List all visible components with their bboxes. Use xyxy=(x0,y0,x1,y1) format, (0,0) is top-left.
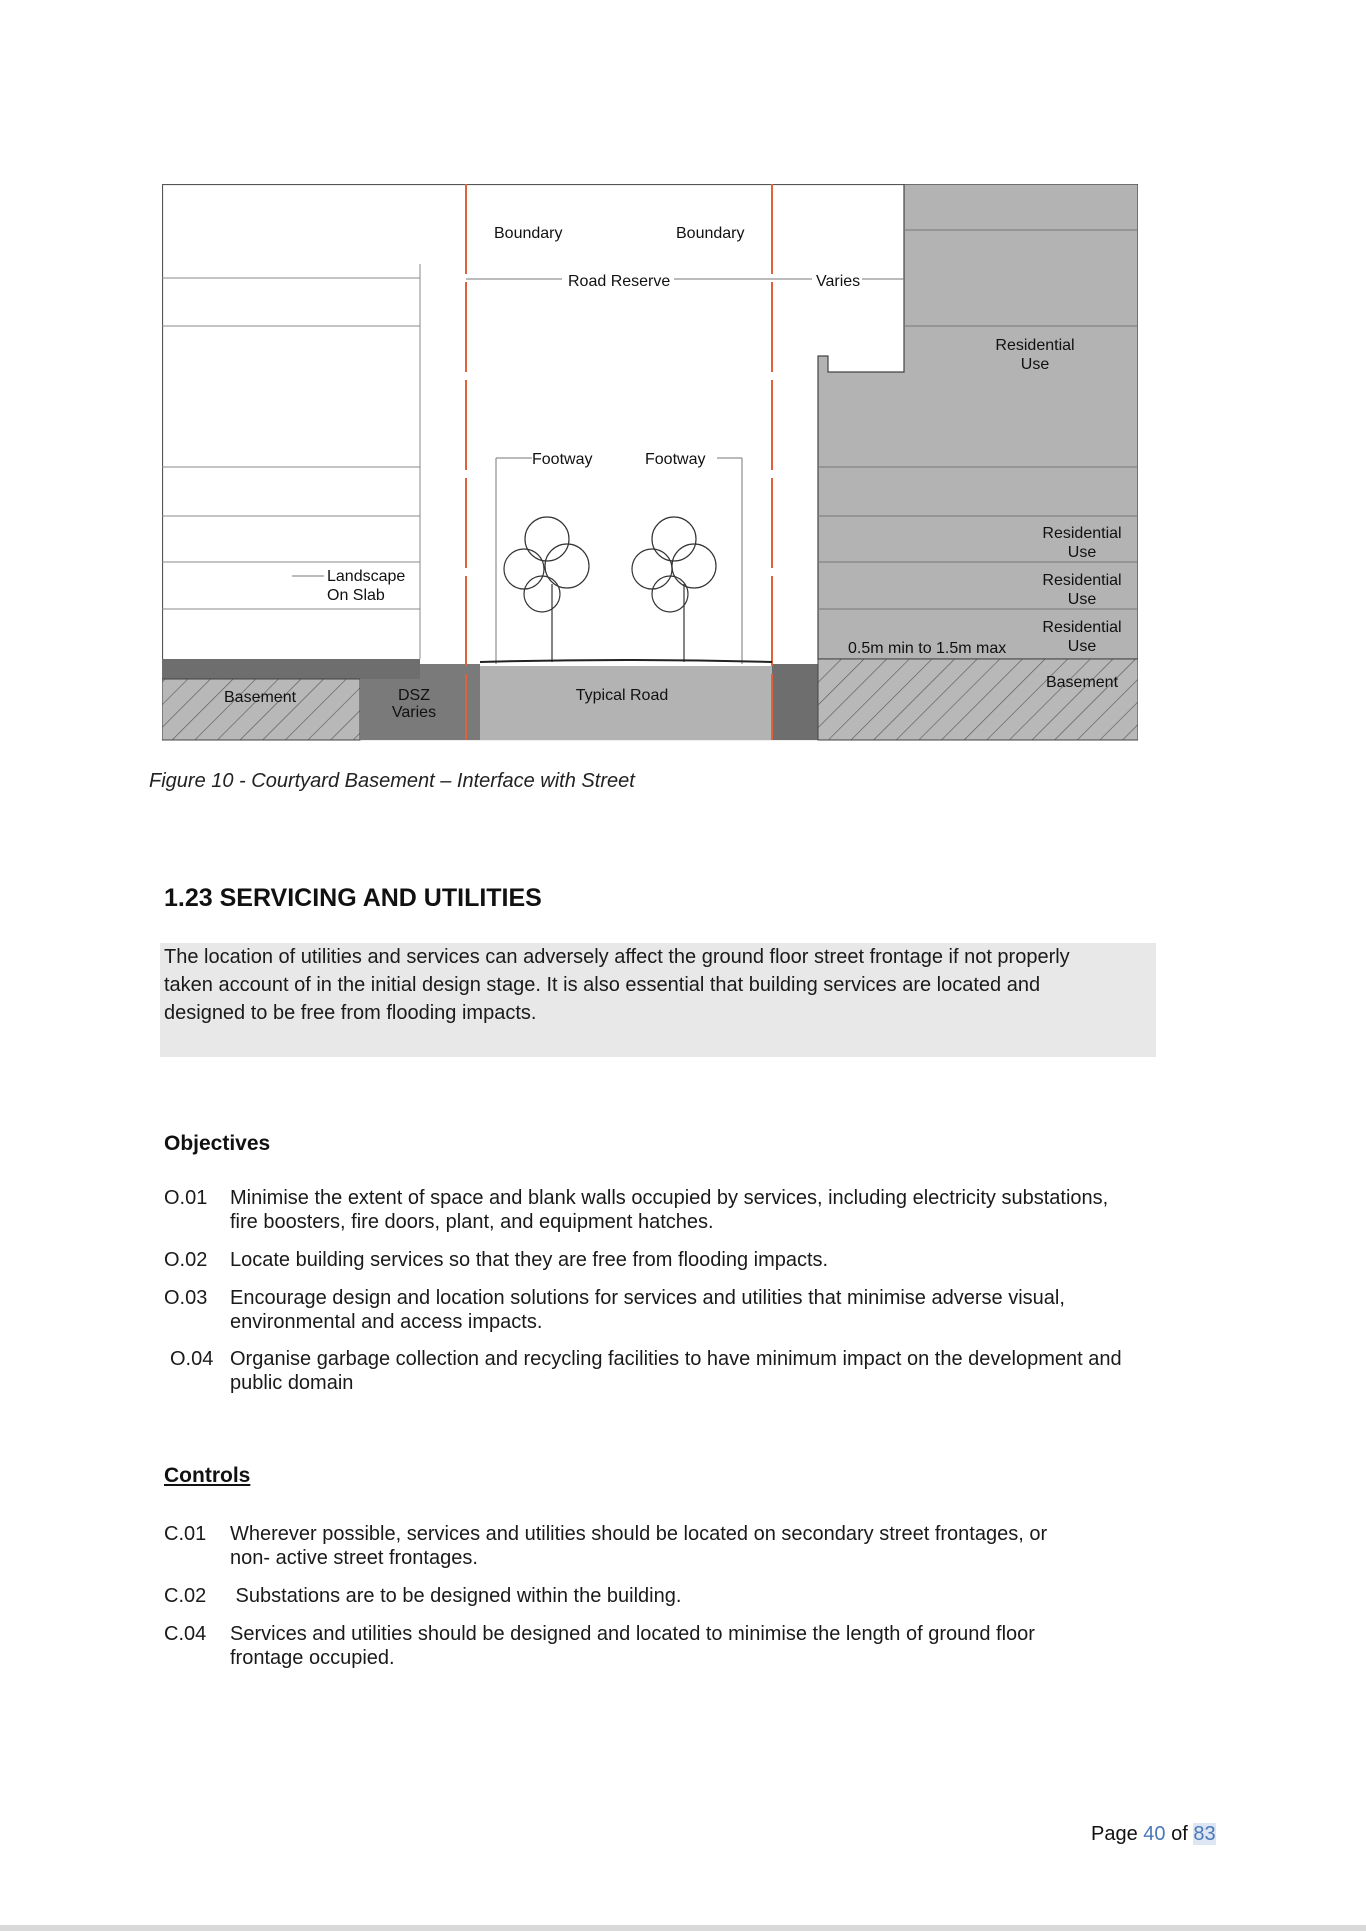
intro-line: The location of utilities and services can adversely affect the ground floor street frontage if not properly xyxy=(164,946,1070,968)
label-residential-top-2: Use xyxy=(1020,356,1050,373)
label-varies-top: Varies xyxy=(816,273,861,290)
objective-text: public domain xyxy=(230,1372,354,1394)
label-road-reserve: Road Reserve xyxy=(568,273,671,290)
control-text: Services and utilities should be designed and located to minimise the length of ground floor xyxy=(230,1623,1035,1645)
label-setback: 0.5m min to 1.5m max xyxy=(848,640,1007,657)
intro-line: taken account of in the initial design stage. It is also essential that building services are located and xyxy=(164,974,1041,996)
street-section-diagram xyxy=(162,184,1138,741)
page-label: Page xyxy=(1091,1823,1138,1845)
label-residential-2b: Use xyxy=(1067,591,1097,608)
window-bottom-edge xyxy=(0,1925,1366,1931)
label-footway-right: Footway xyxy=(645,451,706,468)
label-dsz-2: Varies xyxy=(391,704,437,721)
objective-text: Encourage design and location solutions for services and utilities that minimise adverse visual, xyxy=(230,1287,1065,1309)
objective-code: O.01 xyxy=(164,1187,208,1209)
objective-text: fire boosters, fire doors, plant, and equipment hatches. xyxy=(230,1211,714,1233)
label-residential-3b: Use xyxy=(1067,638,1097,655)
label-basement-right: Basement xyxy=(1045,674,1119,691)
page-number: 40 xyxy=(1143,1823,1166,1845)
control-text: frontage occupied. xyxy=(230,1647,395,1669)
section-title: 1.23 SERVICING AND UTILITIES xyxy=(164,884,542,912)
objective-text: Minimise the extent of space and blank walls occupied by services, including electricity substations, xyxy=(230,1187,1109,1209)
label-landscape-2: On Slab xyxy=(327,587,385,604)
control-code: C.04 xyxy=(164,1623,207,1645)
control-code: C.02 xyxy=(164,1585,207,1607)
label-typical-road: Typical Road xyxy=(575,687,669,704)
label-boundary-left: Boundary xyxy=(494,225,563,242)
total-pages[interactable]: 83 xyxy=(1193,1823,1216,1845)
label-residential-2a: Residential xyxy=(1042,572,1122,589)
control-text: Substations are to be designed within the building. xyxy=(230,1585,682,1607)
label-residential-top-1: Residential xyxy=(995,337,1075,354)
objective-code: O.04 xyxy=(170,1348,214,1370)
label-dsz-1: DSZ xyxy=(398,687,430,704)
label-footway-left: Footway xyxy=(532,451,593,468)
label-residential-3a: Residential xyxy=(1042,619,1122,636)
objective-text: Organise garbage collection and recycling facilities to have minimum impact on the development and xyxy=(230,1348,1122,1370)
objective-text: Locate building services so that they are free from flooding impacts. xyxy=(230,1249,829,1271)
figure-caption: Figure 10 - Courtyard Basement – Interface with Street xyxy=(149,770,635,792)
label-basement-left: Basement xyxy=(224,689,297,706)
objective-code: O.03 xyxy=(164,1287,208,1309)
controls-heading: Controls xyxy=(164,1464,251,1487)
basement-right xyxy=(818,659,1138,740)
of-label: of xyxy=(1171,1823,1188,1845)
intro-line: designed to be free from flooding impacts. xyxy=(164,1002,537,1024)
label-boundary-right: Boundary xyxy=(676,225,745,242)
control-text: non- active street frontages. xyxy=(230,1547,478,1569)
label-residential-1a: Residential xyxy=(1042,525,1122,542)
label-landscape-1: Landscape xyxy=(327,568,406,585)
objectives-heading: Objectives xyxy=(164,1132,271,1155)
control-code: C.01 xyxy=(164,1523,207,1545)
control-text: Wherever possible, services and utilities should be located on secondary street frontages, or xyxy=(230,1523,1048,1545)
intro-paragraph xyxy=(160,943,1156,1057)
label-residential-1b: Use xyxy=(1067,544,1097,561)
objective-text: environmental and access impacts. xyxy=(230,1311,543,1333)
objective-code: O.02 xyxy=(164,1249,208,1271)
ground-slab xyxy=(162,659,420,679)
page-footer xyxy=(1091,1823,1216,1846)
